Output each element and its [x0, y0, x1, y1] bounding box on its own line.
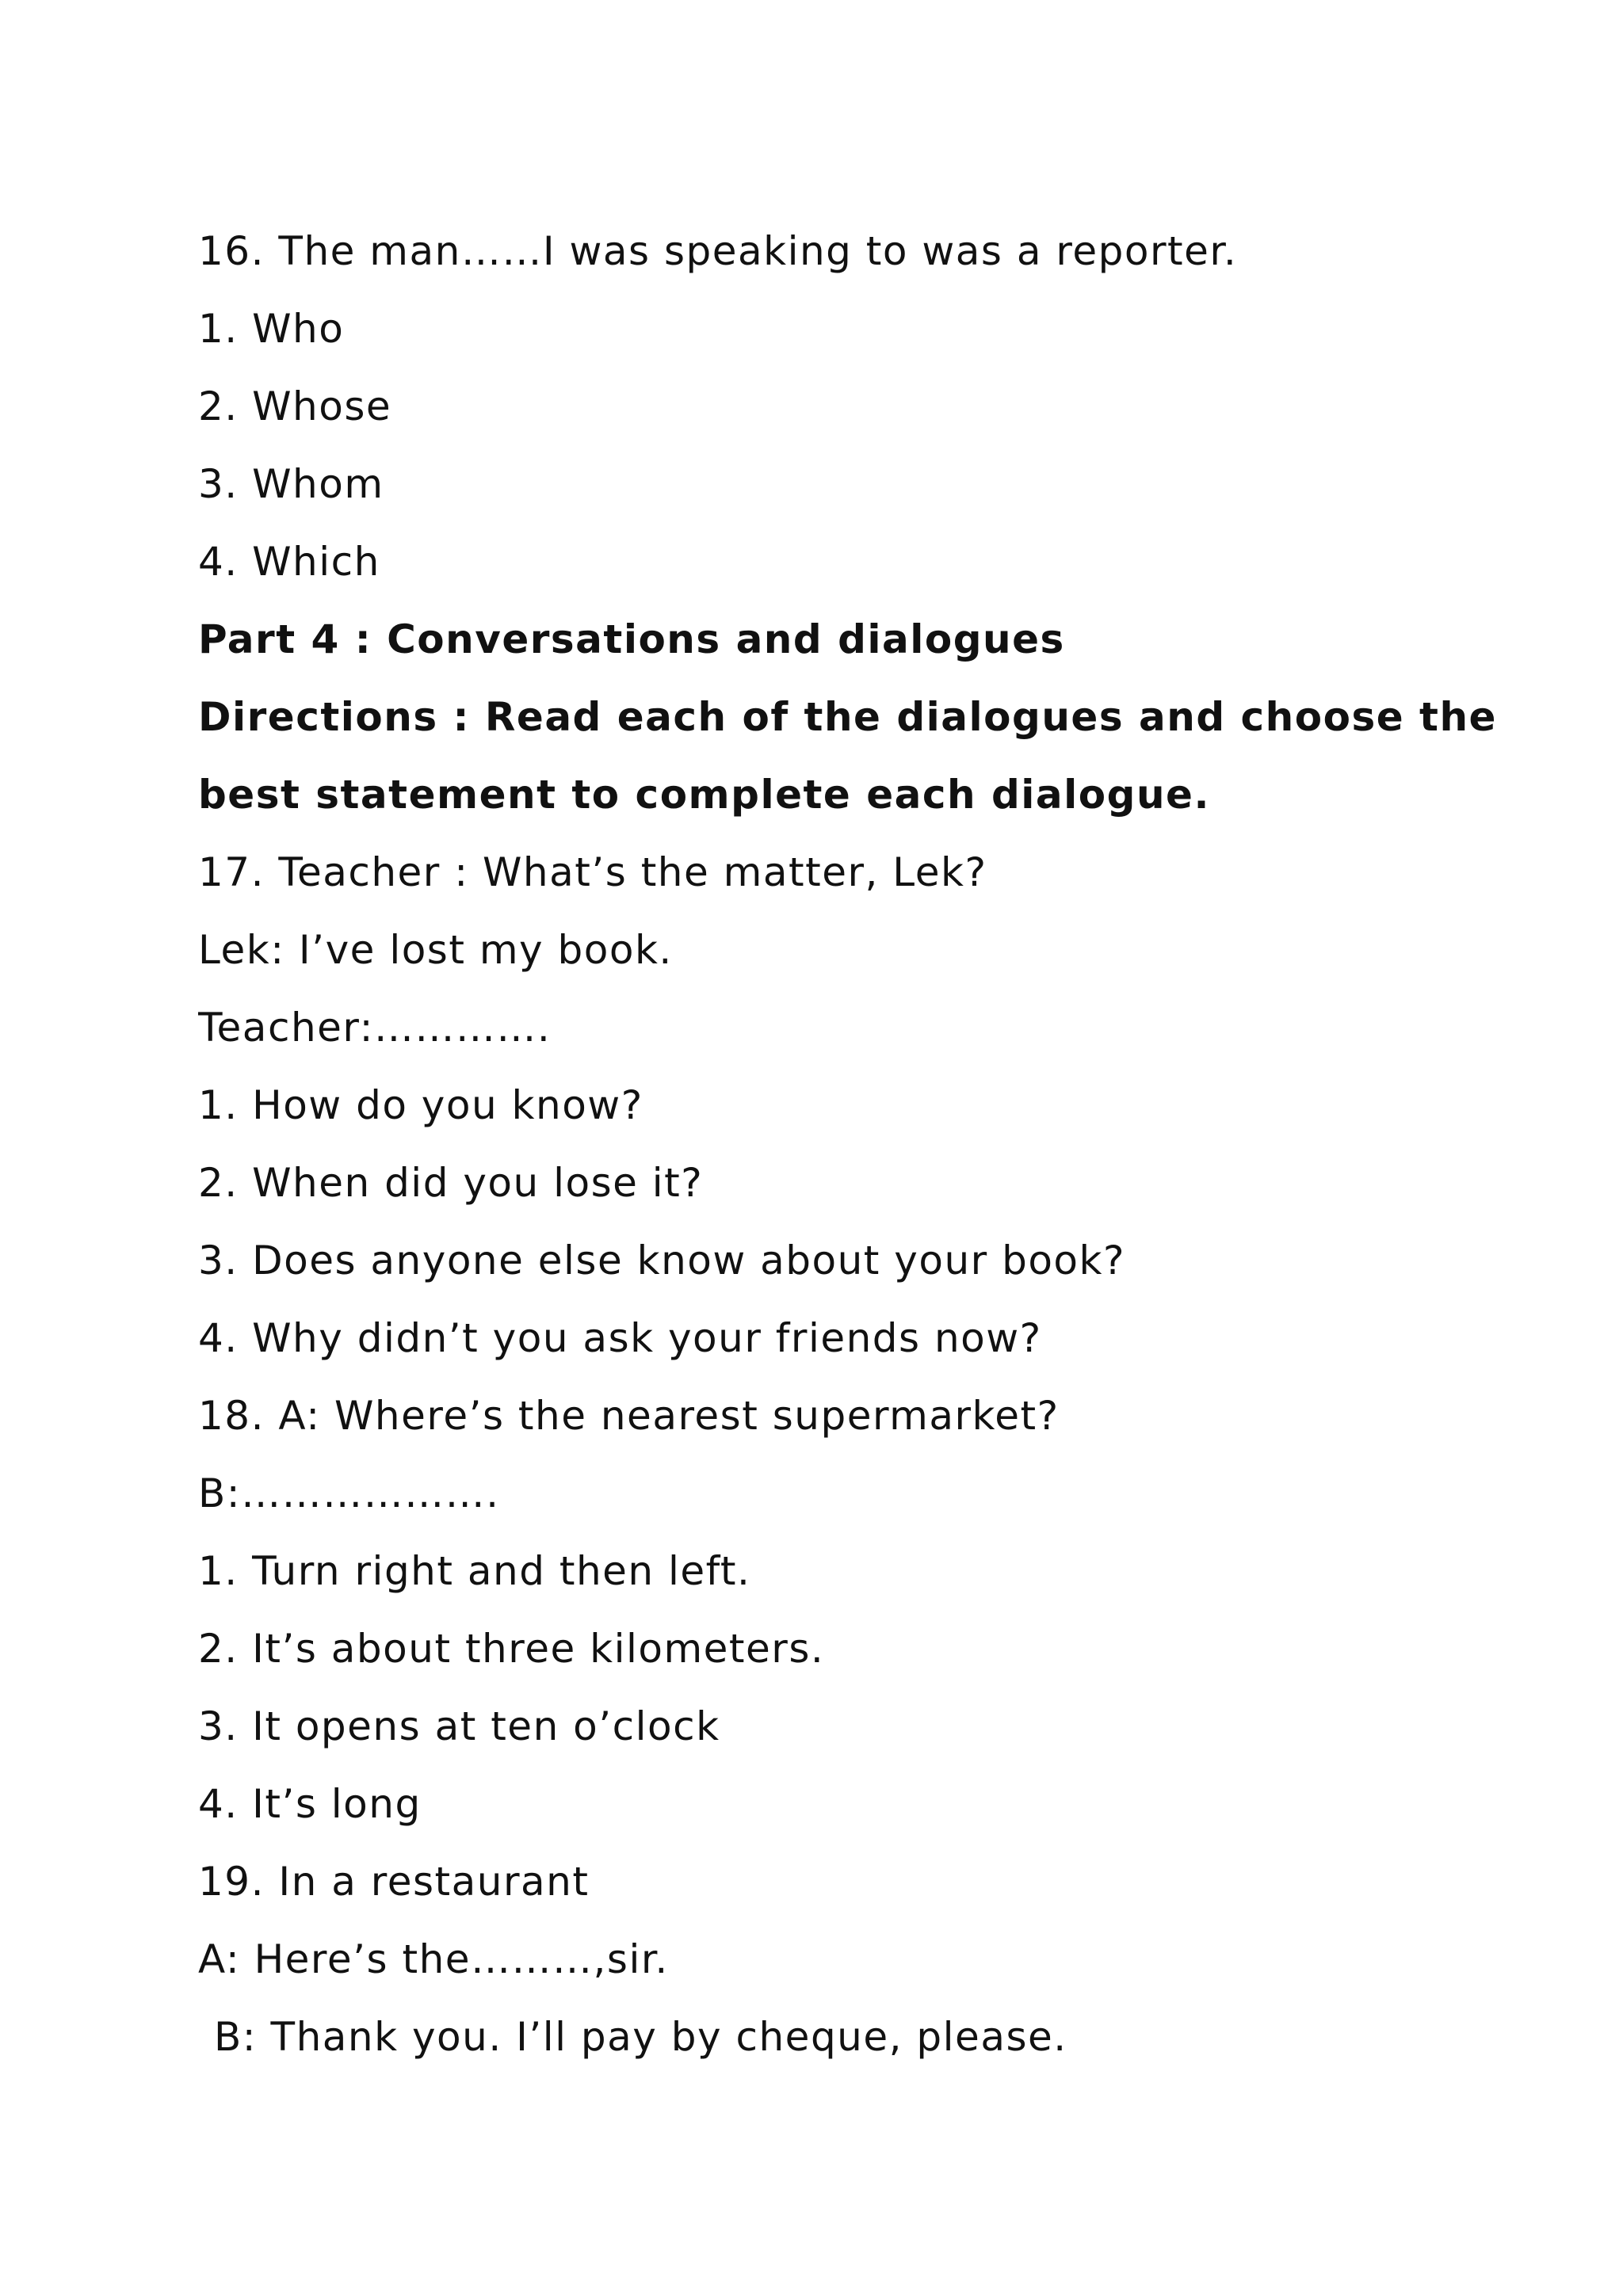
q17-option-3: 3. Does anyone else know about your book?	[198, 1238, 1126, 1283]
part4-directions-line-2: best statement to complete each dialogue.	[198, 772, 1210, 818]
q16-option-4: 4. Which	[198, 539, 380, 585]
q19-line-2: A: Here’s the………,sir.	[198, 1936, 669, 1982]
q18-option-3: 3. It opens at ten o’clock	[198, 1703, 720, 1749]
q18-line-1: 18. A: Where’s the nearest supermarket?	[198, 1393, 1060, 1439]
q16-option-1: 1. Who	[198, 306, 345, 352]
q17-line-3: Teacher:………….	[198, 1005, 552, 1051]
q16-option-2: 2. Whose	[198, 383, 392, 429]
q17-option-1: 1. How do you know?	[198, 1082, 643, 1128]
question-list	[198, 212, 1506, 2076]
q19-line-3: B: Thank you. I’ll pay by cheque, please.	[214, 2014, 1067, 2060]
q17-option-2: 2. When did you lose it?	[198, 1160, 704, 1206]
q19-line-1: 19. In a restaurant	[198, 1859, 590, 1905]
q18-line-2: B:……………….	[198, 1470, 500, 1516]
q17-option-4: 4. Why didn’t you ask your friends now?	[198, 1315, 1042, 1361]
q18-option-4: 4. It’s long	[198, 1781, 422, 1827]
q17-line-2: Lek: I’ve lost my book.	[198, 927, 673, 973]
part4-heading: Part 4 : Conversations and dialogues	[198, 616, 1065, 662]
q16-stem: 16. The man……I was speaking to was a reporter.	[198, 228, 1238, 274]
q18-option-1: 1. Turn right and then left.	[198, 1548, 751, 1594]
part4-directions-line-1: Directions : Read each of the dialogues and choose the	[198, 694, 1497, 740]
q16-option-3: 3. Whom	[198, 461, 384, 507]
q17-line-1: 17. Teacher : What’s the matter, Lek?	[198, 849, 987, 895]
q18-option-2: 2. It’s about three kilometers.	[198, 1626, 825, 1672]
